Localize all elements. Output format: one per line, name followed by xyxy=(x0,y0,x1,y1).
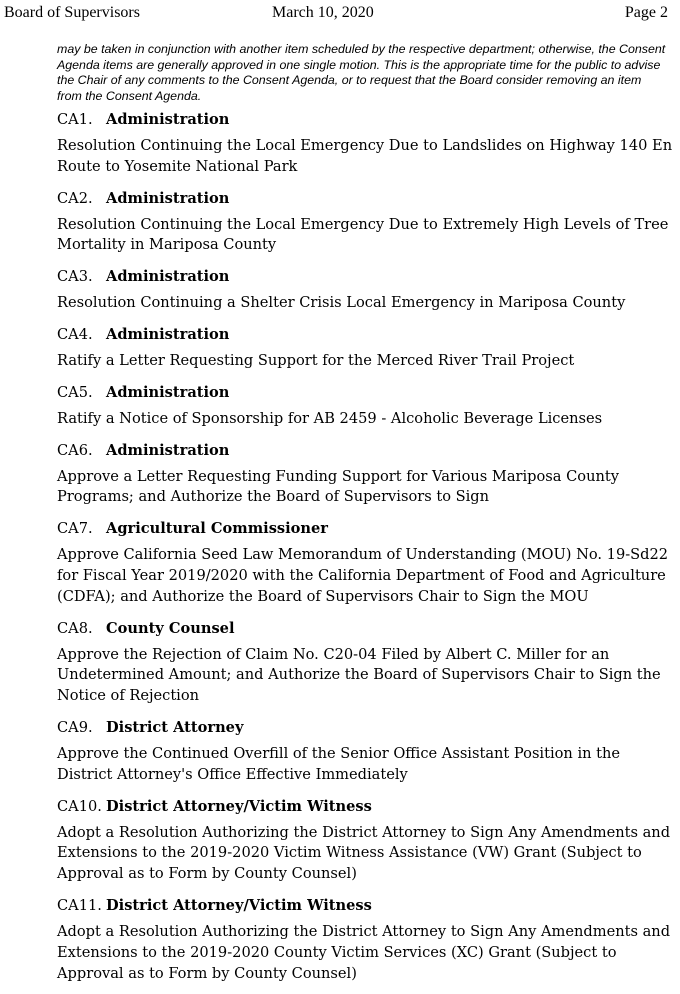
agenda-item-heading xyxy=(57,518,673,540)
agenda-item-department: Administration xyxy=(106,268,230,286)
agenda-item-number: CA3. xyxy=(57,268,93,286)
agenda-item-number: CA11. xyxy=(57,896,102,914)
agenda-item-description: Adopt a Resolution Authorizing the District Attorney to Sign Any Amendments and Extensions to the 2019-2020 Victim Witness Assistance (VW) Grant (Subject to Approval as to Form by County Counsel) xyxy=(57,823,671,883)
agenda-item-heading xyxy=(57,895,673,917)
agenda-item-description: Approve California Seed Law Memorandum of Understanding (MOU) No. 19-Sd22 for Fiscal Year 2019/2020 with the California Department of Food and Agriculture (CDFA); and Authorize the Board of Supervisors Chair to Sign the MOU xyxy=(57,546,669,605)
agenda-item-department: Administration xyxy=(106,189,230,207)
agenda-item-description: Resolution Continuing the Local Emergency Due to Extremely High Levels of Tree Mortality in Mariposa County xyxy=(57,215,669,254)
agenda-item-number: CA2. xyxy=(57,189,93,207)
agenda-item-department: Administration xyxy=(106,441,230,459)
agenda-item-description: Adopt a Resolution Authorizing the District Attorney to Sign Any Amendments and Extensions to the 2019-2020 County Victim Services (XC) Grant (Subject to Approval as to Form by County Counsel) xyxy=(57,922,671,982)
agenda-item-heading xyxy=(57,796,673,818)
agenda-item xyxy=(57,796,673,885)
agenda-item xyxy=(57,109,673,178)
agenda-item-description: Ratify a Letter Requesting Support for the Merced River Trail Project xyxy=(57,351,575,369)
header-board-title: Board of Supervisors xyxy=(4,4,140,21)
agenda-item-description: Resolution Continuing the Local Emergency Due to Landslides on Highway 140 En Route to Yosemite National Park xyxy=(57,137,673,175)
agenda-item-department: District Attorney/Victim Witness xyxy=(106,896,372,914)
agenda-item xyxy=(57,324,673,372)
agenda-item-description: Approve the Continued Overfill of the Senior Office Assistant Position in the District Attorney's Office Effective Immediately xyxy=(57,744,621,783)
agenda-item-department: Administration xyxy=(106,325,230,343)
agenda-item-number: CA8. xyxy=(57,619,93,637)
agenda-item-number: CA6. xyxy=(57,441,93,459)
agenda-item-number: CA10. xyxy=(57,797,102,815)
page-header xyxy=(0,4,680,26)
agenda-item-heading xyxy=(57,188,673,210)
agenda-item-number: CA4. xyxy=(57,325,93,343)
consent-agenda-intro: may be taken in conjunction with another item scheduled by the respective department; otherwise, the Consent Agenda items are generally approved in one single motion. This is the appropriate time for the public to advise the Chair of any comments to the Consent Agenda, or to request that the Board consider removing an item from the Consent Agenda. xyxy=(57,42,666,103)
agenda-item xyxy=(57,440,673,509)
agenda-item-number: CA5. xyxy=(57,383,93,401)
agenda-item-number: CA1. xyxy=(57,111,93,128)
agenda-item-heading xyxy=(57,266,673,288)
agenda-item xyxy=(57,717,673,786)
agenda-item-number: CA7. xyxy=(57,520,93,538)
agenda-item xyxy=(57,895,673,984)
header-page-number: Page 2 xyxy=(624,4,668,21)
consent-agenda-list xyxy=(57,109,673,994)
agenda-item-number: CA9. xyxy=(57,718,93,736)
agenda-item-department: Administration xyxy=(106,111,230,128)
agenda-item-heading xyxy=(57,324,673,346)
agenda-item-heading xyxy=(57,382,673,404)
agenda-item-department: County Counsel xyxy=(106,619,235,637)
agenda-item-heading xyxy=(57,440,673,462)
agenda-item-description: Resolution Continuing a Shelter Crisis Local Emergency in Mariposa County xyxy=(57,294,626,312)
agenda-item-heading xyxy=(57,109,673,131)
agenda-item xyxy=(57,266,673,314)
agenda-item xyxy=(57,618,673,707)
agenda-item xyxy=(57,518,673,607)
agenda-item-heading xyxy=(57,618,673,640)
agenda-item-department: District Attorney/Victim Witness xyxy=(106,797,372,815)
agenda-item-description: Approve the Rejection of Claim No. C20-04 Filed by Albert C. Miller for an Undetermined Amount; and Authorize the Board of Supervisors Chair to Sign the Notice of Rejection xyxy=(57,645,661,705)
agenda-item-department: Agricultural Commissioner xyxy=(106,520,328,538)
agenda-item-department: Administration xyxy=(106,383,230,401)
agenda-item-description: Approve a Letter Requesting Funding Support for Various Mariposa County Programs; and Authorize the Board of Supervisors to Sign xyxy=(57,467,619,506)
header-date: March 10, 2020 xyxy=(272,4,374,21)
agenda-item xyxy=(57,382,673,430)
agenda-item-heading xyxy=(57,717,673,739)
agenda-item-department: District Attorney xyxy=(106,718,244,736)
agenda-item-description: Ratify a Notice of Sponsorship for AB 2459 - Alcoholic Beverage Licenses xyxy=(57,409,603,427)
agenda-item xyxy=(57,188,673,257)
